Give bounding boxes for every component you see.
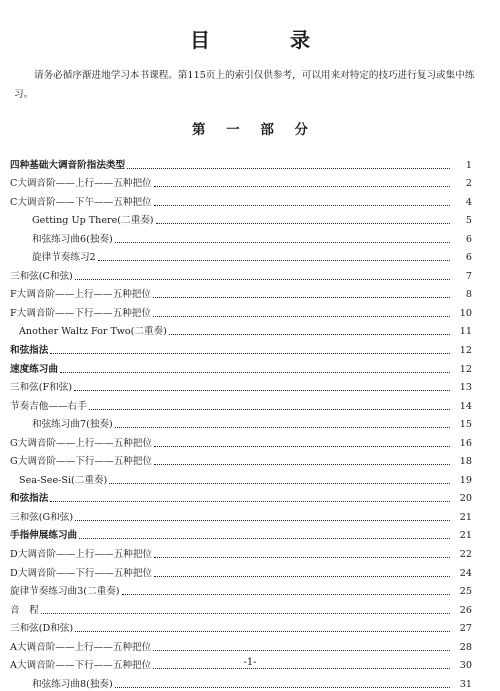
toc-entry bbox=[0, 431, 500, 450]
toc-entry-page: 28 bbox=[459, 641, 472, 653]
toc-entry-page: 18 bbox=[459, 456, 472, 468]
table-of-contents bbox=[0, 153, 500, 691]
dot-leader bbox=[127, 168, 450, 169]
toc-entry-title: 三和弦(G和弦) bbox=[10, 511, 74, 523]
toc-entry-title: 三和弦(C和弦) bbox=[10, 270, 73, 282]
dot-leader bbox=[156, 223, 450, 224]
toc-entry-page: 31 bbox=[459, 678, 472, 690]
toc-entry-page: 15 bbox=[459, 419, 472, 431]
toc-entry-title: 音 程 bbox=[10, 604, 39, 616]
dot-leader bbox=[154, 186, 450, 187]
toc-entry-page: 4 bbox=[465, 196, 472, 208]
toc-entry bbox=[0, 672, 500, 691]
dot-leader bbox=[75, 520, 450, 521]
toc-entry-page: 12 bbox=[459, 345, 472, 357]
toc-entry-title: 速度练习曲 bbox=[10, 363, 58, 375]
dot-leader bbox=[75, 631, 450, 632]
toc-entry-title: 和弦练习曲8(独奏) bbox=[32, 678, 113, 690]
toc-entry-page: 22 bbox=[459, 549, 472, 561]
toc-entry-title: 和弦练习曲7(独奏) bbox=[32, 419, 113, 431]
toc-entry bbox=[0, 524, 500, 543]
dot-leader bbox=[153, 297, 450, 298]
toc-entry bbox=[0, 264, 500, 283]
toc-entry-page: 5 bbox=[465, 215, 472, 227]
toc-entry bbox=[0, 394, 500, 413]
toc-entry-page: 6 bbox=[465, 252, 472, 264]
dot-leader bbox=[115, 427, 450, 428]
toc-entry bbox=[0, 413, 500, 432]
toc-entry-title: 和弦指法 bbox=[10, 345, 49, 357]
toc-entry bbox=[0, 246, 500, 265]
toc-entry bbox=[0, 172, 500, 191]
toc-entry-title: A大调音阶——上行——五种把位 bbox=[10, 641, 152, 653]
toc-entry bbox=[0, 468, 500, 487]
dot-leader bbox=[41, 613, 450, 614]
toc-entry-title: 三和弦(F和弦) bbox=[10, 382, 73, 394]
toc-entry-title: 四种基础大调音阶指法类型 bbox=[10, 159, 126, 171]
dot-leader bbox=[75, 279, 450, 280]
toc-entry bbox=[0, 487, 500, 506]
page-number: -1- bbox=[243, 657, 257, 668]
dot-leader bbox=[154, 576, 450, 577]
toc-entry-page: 20 bbox=[459, 493, 472, 505]
dot-leader bbox=[169, 334, 450, 335]
toc-entry-page: 27 bbox=[459, 623, 472, 635]
toc-entry-page: 19 bbox=[459, 474, 472, 486]
toc-entry bbox=[0, 505, 500, 524]
toc-entry-page: 1 bbox=[465, 159, 472, 171]
toc-entry-title: C大调音阶——下午——五种把位 bbox=[10, 196, 152, 208]
toc-entry-title: C大调音阶——上行——五种把位 bbox=[10, 178, 152, 190]
toc-entry bbox=[0, 542, 500, 561]
toc-entry bbox=[0, 357, 500, 376]
dot-leader bbox=[115, 242, 450, 243]
toc-entry-title: Sea-See-Si(二重奏) bbox=[19, 474, 108, 486]
toc-entry-title: 和弦练习曲6(独奏) bbox=[32, 233, 113, 245]
toc-entry bbox=[0, 598, 500, 617]
toc-entry-page: 21 bbox=[459, 530, 472, 542]
toc-entry-title: 节奏吉他——右手 bbox=[10, 400, 87, 412]
part-title: 第 一 部 分 bbox=[191, 122, 317, 138]
dot-leader bbox=[115, 687, 450, 688]
toc-entry bbox=[0, 635, 500, 654]
dot-leader bbox=[154, 557, 450, 558]
toc-entry-page: 26 bbox=[459, 604, 472, 616]
dot-leader bbox=[153, 316, 450, 317]
toc-entry-page: 25 bbox=[459, 586, 472, 598]
toc-entry-page: 30 bbox=[459, 660, 472, 672]
toc-entry-title: D大调音阶——上行——五种把位 bbox=[10, 549, 153, 561]
dot-leader bbox=[154, 205, 450, 206]
toc-entry bbox=[0, 209, 500, 228]
toc-entry bbox=[0, 153, 500, 172]
toc-entry bbox=[0, 301, 500, 320]
toc-entry-page: 6 bbox=[465, 233, 472, 245]
toc-entry-title: F大调音阶——下行——五种把位 bbox=[10, 307, 151, 319]
toc-entry-page: 8 bbox=[465, 289, 472, 301]
dot-leader bbox=[60, 372, 450, 373]
toc-entry bbox=[0, 190, 500, 209]
toc-entry-title: F大调音阶——上行——五种把位 bbox=[10, 289, 151, 301]
toc-entry-page: 24 bbox=[459, 567, 472, 579]
toc-entry bbox=[0, 580, 500, 599]
intro-paragraph: 请务必循序渐进地学习本书课程。第115页上的索引仅供参考，可以用来对特定的技巧进行复习或集中练习。 bbox=[14, 70, 475, 100]
dot-leader bbox=[154, 446, 450, 447]
toc-entry-page: 12 bbox=[459, 363, 472, 375]
dot-leader bbox=[109, 483, 450, 484]
dot-leader bbox=[153, 668, 450, 669]
toc-entry-title: Another Waltz For Two(二重奏) bbox=[19, 326, 167, 338]
toc-entry-page: 13 bbox=[459, 382, 472, 394]
toc-entry bbox=[0, 450, 500, 469]
toc-entry-page: 11 bbox=[459, 326, 472, 338]
toc-entry-title: 和弦指法 bbox=[10, 493, 49, 505]
toc-entry-page: 2 bbox=[465, 178, 472, 190]
toc-entry bbox=[0, 227, 500, 246]
toc-entry-title: Getting Up There(二重奏) bbox=[32, 215, 154, 227]
dot-leader bbox=[74, 390, 450, 391]
toc-entry bbox=[0, 320, 500, 339]
dot-leader bbox=[79, 538, 450, 539]
toc-entry-page: 14 bbox=[459, 400, 472, 412]
toc-entry-page: 7 bbox=[465, 270, 472, 282]
toc-entry-title: A大调音阶——下行——五种把位 bbox=[10, 660, 152, 672]
toc-entry-title: D大调音阶——下行——五种把位 bbox=[10, 567, 153, 579]
dot-leader bbox=[50, 353, 450, 354]
toc-entry-title: G大调音阶——下行——五种把位 bbox=[10, 456, 152, 468]
toc-entry bbox=[0, 338, 500, 357]
dot-leader bbox=[50, 501, 450, 502]
dot-leader bbox=[98, 260, 450, 261]
dot-leader bbox=[122, 594, 450, 595]
toc-entry-title: 旋律节奏练习2 bbox=[32, 252, 96, 264]
toc-entry bbox=[0, 283, 500, 302]
toc-entry bbox=[0, 617, 500, 636]
toc-entry bbox=[0, 561, 500, 580]
toc-entry-page: 16 bbox=[459, 437, 472, 449]
page-title: 目 录 bbox=[190, 28, 340, 52]
toc-entry bbox=[0, 376, 500, 395]
toc-entry-page: 21 bbox=[459, 511, 472, 523]
toc-entry-title: 旋律节奏练习曲3(二重奏) bbox=[10, 586, 120, 598]
dot-leader bbox=[153, 650, 450, 651]
toc-entry-title: 三和弦(D和弦) bbox=[10, 623, 74, 635]
toc-entry-title: 手指伸展练习曲 bbox=[10, 530, 78, 542]
dot-leader bbox=[154, 464, 450, 465]
dot-leader bbox=[89, 409, 450, 410]
toc-entry-title: G大调音阶——上行——五种把位 bbox=[10, 437, 152, 449]
toc-entry-page: 10 bbox=[459, 307, 472, 319]
